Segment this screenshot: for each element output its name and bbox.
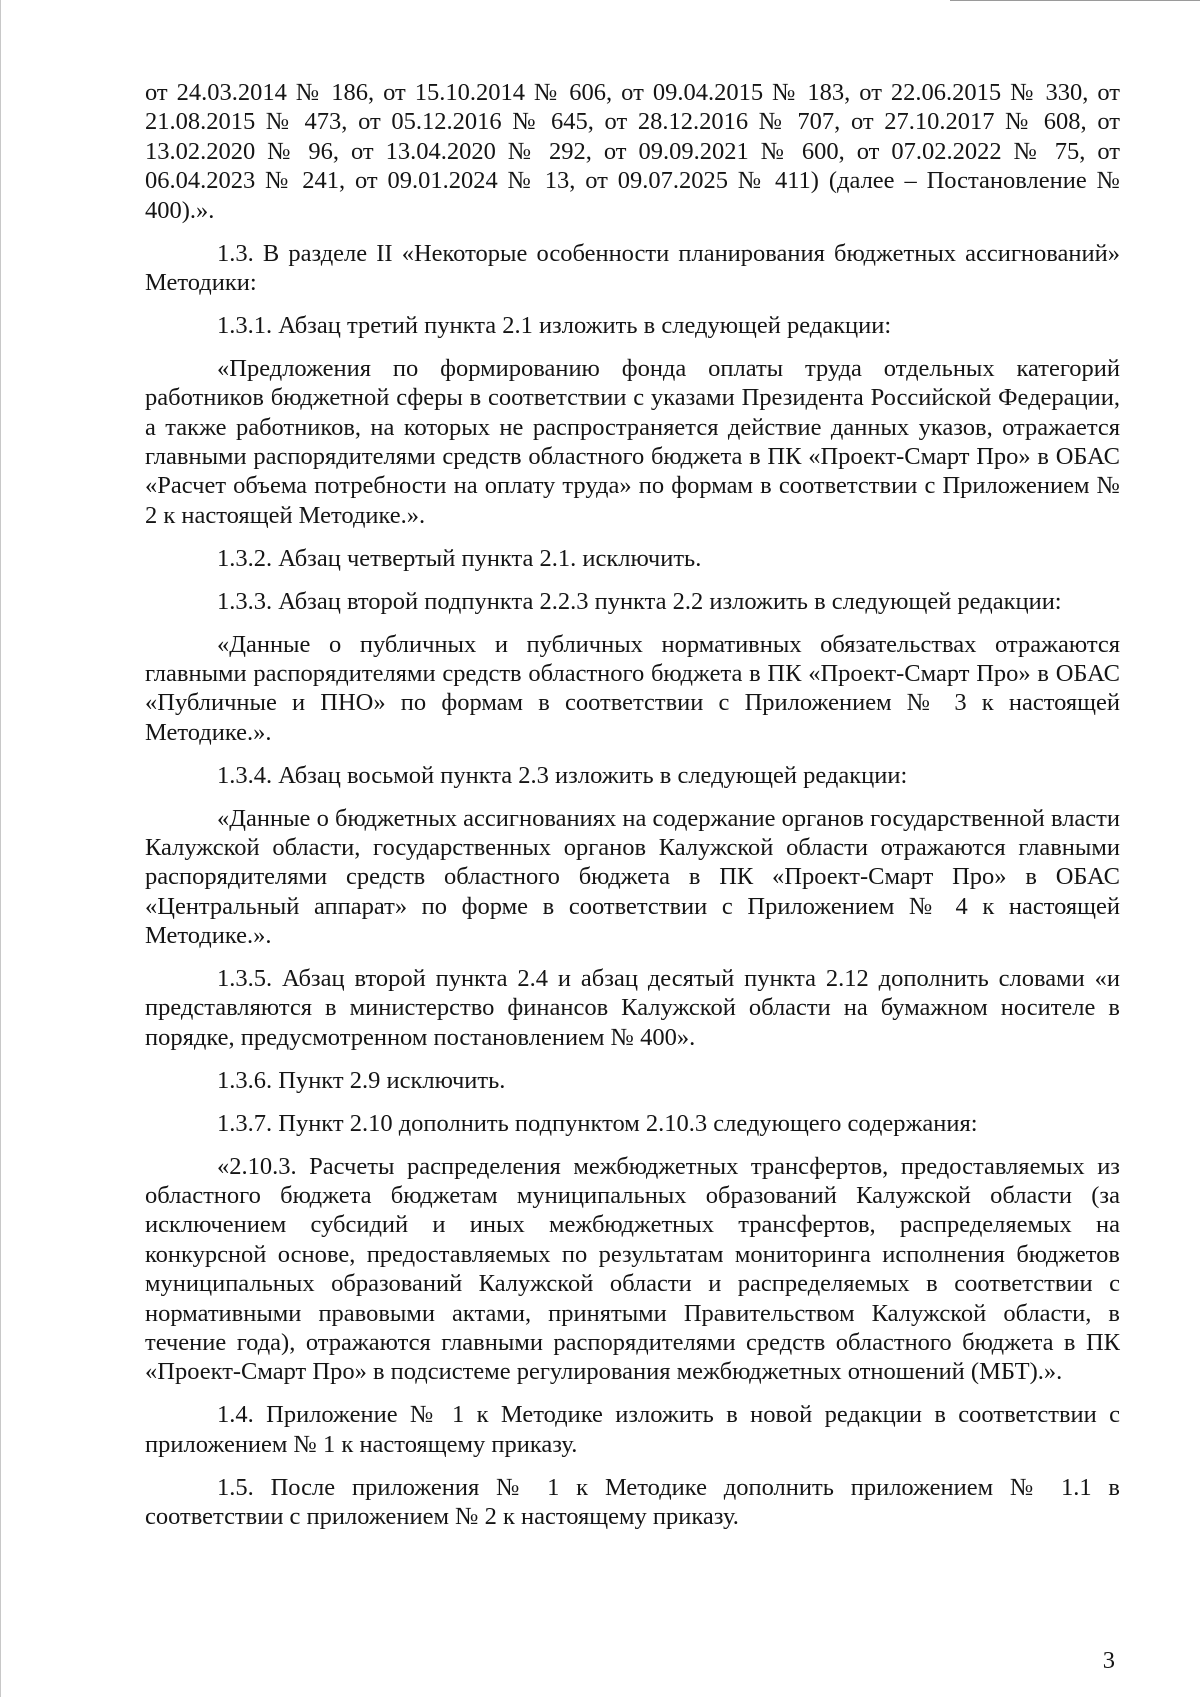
paragraph-1-4: 1.4. Приложение № 1 к Методике изложить в новой редакции в соответствии с приложением № 1 к настоящему приказу. [145, 1401, 1120, 1458]
scan-edge-top [950, 0, 1200, 1]
paragraph-1-3-4: 1.3.4. Абзац восьмой пункта 2.3 изложить в следующей редакции: [217, 761, 908, 789]
paragraph-2-10-3-text: «2.10.3. Расчеты распределения межбюджетных трансфертов, предоставляемых из областного бюджета бюджетам муниципальных образований Калужской области (за исключением субсидий и иных межбюджетных трансфертов, распределяемых на конкурсной основе, предоставляемых по результатам мониторинга исполнения бюджетов муниципальных образований Калужской области и распределяемых в соответствии с нормативными правовыми актами, принятыми Правительством Калужской области, в течение года), отражаются главными распорядителями средств областного бюджета в ПК «Проект-Смарт Про» в подсистеме регулирования межбюджетных отношений (МБТ).». [145, 1152, 1120, 1386]
paragraph-1-3: 1.3. В разделе II «Некоторые особенности планирования бюджетных ассигнований» Методики: [145, 239, 1120, 296]
paragraph-1-3-3-text: «Данные о публичных и публичных нормативных обязательствах отражаются главными распорядителями средств областного бюджета в ПК «Проект-Смарт Про» в ОБАС «Публичные и ПНО» по формам в соответствии с Приложением № 3 к настоящей Методике.». [145, 630, 1120, 746]
paragraph-1-3-4-text: «Данные о бюджетных ассигнованиях на содержание органов государственной власти Калужской области, государственных органов Калужской области отражаются главными распорядителями средств областного бюджета в ПК «Проект-Смарт Про» в ОБАС «Центральный аппарат» по форме в соответствии с Приложением № 4 к настоящей Методике.». [145, 804, 1120, 950]
paragraph-1-3-3: 1.3.3. Абзац второй подпункта 2.2.3 пункта 2.2 изложить в следующей редакции: [217, 587, 1062, 615]
paragraph-1-3-6: 1.3.6. Пункт 2.9 исключить. [217, 1066, 506, 1094]
page-number: 3 [1102, 1647, 1115, 1674]
paragraph-1-3-2: 1.3.2. Абзац четвертый пункта 2.1. исключить. [217, 544, 702, 572]
paragraph-1-3-1: 1.3.1. Абзац третий пункта 2.1 изложить в следующей редакции: [217, 311, 892, 339]
paragraph-1-3-5: 1.3.5. Абзац второй пункта 2.4 и абзац десятый пункта 2.12 дополнить словами «и представляются в министерство финансов Калужской области на бумажном носителе в порядке, предусмотренном постановлением № 400». [145, 965, 1120, 1051]
paragraph-1-5: 1.5. После приложения № 1 к Методике дополнить приложением № 1.1 в соответствии с приложением № 2 к настоящему приказу. [145, 1473, 1120, 1531]
paragraph-1-3-7: 1.3.7. Пункт 2.10 дополнить подпунктом 2.10.3 следующего содержания: [217, 1109, 978, 1137]
document-body [145, 78, 1120, 1545]
paragraph-1-3-1-text: «Предложения по формированию фонда оплаты труда отдельных категорий работников бюджетной сферы в соответствии с указами Президента Российской Федерации, а также работников, на которых не распространяется действие данных указов, отражается главными распорядителями средств областного бюджета в ПК «Проект-Смарт Про» в ОБАС «Расчет объема потребности на оплату труда» по формам в соответствии с Приложением № 2 к настоящей Методике.». [145, 354, 1120, 529]
scan-edge-left [0, 0, 1, 1697]
paragraph-resolution-list: от 24.03.2014 № 186, от 15.10.2014 № 606, от 09.04.2015 № 183, от 22.06.2015 № 330, от 21.08.2015 № 473, от 05.12.2016 № 645, от 28.12.2016 № 707, от 27.10.2017 № 608, от 13.02.2020 № 96, от 13.04.2020 № 292, от 09.09.2021 № 600, от 07.02.2022 № 75, от 06.04.2023 № 241, от 09.01.2024 № 13, от 09.07.2025 № 411) (далее – Постановление № 400).». [145, 79, 1120, 224]
